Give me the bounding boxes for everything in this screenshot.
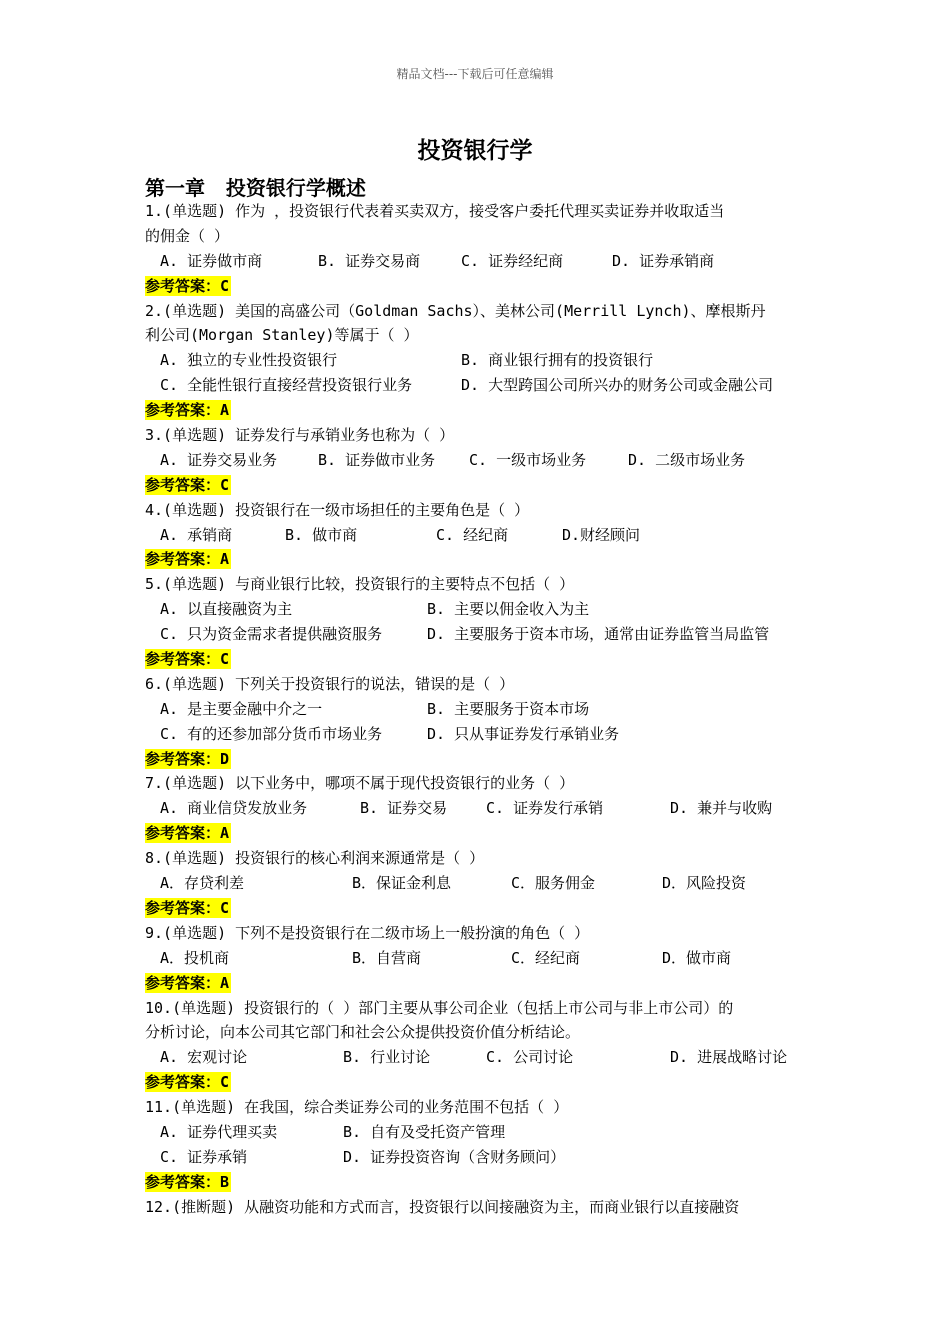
answer-option: B. 证券交易 bbox=[360, 799, 448, 818]
question-block bbox=[145, 498, 810, 573]
question-list bbox=[145, 199, 810, 1220]
answer-option: B. 主要以佣金收入为主 bbox=[427, 600, 590, 619]
answer-option: B. 证券交易商 bbox=[318, 251, 421, 270]
document-title: 投资银行学 bbox=[417, 138, 533, 164]
reference-answer: 参考答案：C bbox=[145, 1073, 230, 1092]
answer-line bbox=[145, 274, 810, 299]
answer-option: D. 证券投资咨询（含财务顾问） bbox=[343, 1147, 566, 1166]
question-stem: 2.(单选题) 美国的高盛公司（Goldman Sachs）、美林公司(Merrill Lynch)、摩根斯丹 bbox=[145, 301, 766, 320]
answer-option: C. 证券经纪商 bbox=[461, 251, 564, 270]
answer-option: A. 宏观讨论 bbox=[160, 1048, 248, 1067]
answer-option: D.财经顾问 bbox=[562, 525, 641, 544]
answer-option: D. 进展战略讨论 bbox=[670, 1048, 788, 1067]
question-stem: 3.(单选题) 证券发行与承销业务也称为（ ） bbox=[145, 426, 455, 445]
answer-option: B. 做市商 bbox=[285, 525, 358, 544]
answer-option: A. 是主要金融中介之一 bbox=[160, 699, 323, 718]
answer-option: B. 商业银行拥有的投资银行 bbox=[461, 351, 654, 370]
question-block bbox=[145, 1195, 810, 1220]
option-row bbox=[145, 871, 810, 896]
answer-option: D. 大型跨国公司所兴办的财务公司或金融公司 bbox=[461, 376, 774, 395]
reference-answer: 参考答案：A bbox=[145, 401, 230, 420]
answer-option: B. 自有及受托资产管理 bbox=[343, 1122, 506, 1141]
answer-option: B. 主要服务于资本市场 bbox=[427, 699, 590, 718]
option-row bbox=[145, 448, 810, 473]
answer-option: C. 只为资金需求者提供融资服务 bbox=[160, 625, 383, 644]
reference-answer: 参考答案：C bbox=[145, 276, 230, 295]
answer-option: C. 证券承销 bbox=[160, 1147, 248, 1166]
question-stem: 4.(单选题) 投资银行在一级市场担任的主要角色是（ ） bbox=[145, 500, 530, 519]
answer-option: A. 证券做市商 bbox=[160, 251, 263, 270]
option-row bbox=[145, 348, 810, 373]
answer-line bbox=[145, 747, 810, 772]
answer-option: B．保证金利息 bbox=[352, 874, 452, 893]
answer-line bbox=[145, 1070, 810, 1095]
answer-option: B. 行业讨论 bbox=[343, 1048, 431, 1067]
option-row bbox=[145, 373, 810, 398]
option-row bbox=[145, 597, 810, 622]
reference-answer: 参考答案：B bbox=[145, 1172, 230, 1191]
answer-option: D. 兼并与收购 bbox=[670, 799, 773, 818]
question-stem: 分析讨论，向本公司其它部门和社会公众提供投资价值分析结论。 bbox=[145, 1023, 581, 1042]
option-row bbox=[145, 722, 810, 747]
answer-line bbox=[145, 971, 810, 996]
reference-answer: 参考答案：C bbox=[145, 898, 230, 917]
option-row bbox=[145, 1145, 810, 1170]
answer-option: B. 证券做市业务 bbox=[318, 450, 436, 469]
answer-option: C．经纪商 bbox=[511, 948, 581, 967]
answer-option: A. 证券代理买卖 bbox=[160, 1122, 278, 1141]
answer-option: C. 公司讨论 bbox=[486, 1048, 574, 1067]
option-row bbox=[145, 622, 810, 647]
question-block bbox=[145, 846, 810, 921]
question-block bbox=[145, 423, 810, 498]
question-stem: 11.(单选题) 在我国，综合类证券公司的业务范围不包括（ ） bbox=[145, 1098, 569, 1117]
option-row bbox=[145, 1120, 810, 1145]
reference-answer: 参考答案：D bbox=[145, 749, 230, 768]
reference-answer: 参考答案：A bbox=[145, 973, 230, 992]
answer-line bbox=[145, 821, 810, 846]
answer-option: D. 二级市场业务 bbox=[628, 450, 746, 469]
question-block bbox=[145, 672, 810, 772]
option-row bbox=[145, 946, 810, 971]
question-block bbox=[145, 921, 810, 996]
reference-answer: 参考答案：C bbox=[145, 475, 230, 494]
question-stem: 8.(单选题) 投资银行的核心利润来源通常是（ ） bbox=[145, 849, 485, 868]
answer-option: D．做市商 bbox=[662, 948, 732, 967]
answer-option: A. 承销商 bbox=[160, 525, 233, 544]
reference-answer: 参考答案：A bbox=[145, 824, 230, 843]
answer-option: A．投机商 bbox=[160, 948, 230, 967]
answer-line bbox=[145, 896, 810, 921]
question-stem: 10.(单选题) 投资银行的（ ）部门主要从事公司企业（包括上市公司与非上市公司）的 bbox=[145, 998, 734, 1017]
answer-option: A. 商业信贷发放业务 bbox=[160, 799, 308, 818]
answer-option: C. 经纪商 bbox=[436, 525, 509, 544]
question-block bbox=[145, 771, 810, 846]
answer-option: D. 只从事证券发行承销业务 bbox=[427, 724, 620, 743]
question-stem: 的佣金（ ） bbox=[145, 226, 230, 245]
option-row bbox=[145, 523, 810, 548]
question-stem: 7.(单选题) 以下业务中，哪项不属于现代投资银行的业务（ ） bbox=[145, 774, 575, 793]
answer-option: A. 证券交易业务 bbox=[160, 450, 278, 469]
question-block bbox=[145, 299, 810, 423]
answer-option: D. 主要服务于资本市场，通常由证券监管当局监管 bbox=[427, 625, 770, 644]
answer-option: A. 以直接融资为主 bbox=[160, 600, 293, 619]
answer-option: A. 独立的专业性投资银行 bbox=[160, 351, 338, 370]
question-block bbox=[145, 996, 810, 1096]
answer-line bbox=[145, 547, 810, 572]
answer-option: C. 有的还参加部分货币市场业务 bbox=[160, 724, 383, 743]
question-stem: 6.(单选题) 下列关于投资银行的说法，错误的是（ ） bbox=[145, 674, 515, 693]
answer-line bbox=[145, 398, 810, 423]
option-row bbox=[145, 1045, 810, 1070]
answer-option: C. 全能性银行直接经营投资银行业务 bbox=[160, 376, 413, 395]
answer-option: C. 证券发行承销 bbox=[486, 799, 604, 818]
option-row bbox=[145, 697, 810, 722]
question-stem: 利公司(Morgan Stanley)等属于（ ） bbox=[145, 326, 419, 345]
answer-line bbox=[145, 473, 810, 498]
option-row bbox=[145, 796, 810, 821]
answer-option: C. 一级市场业务 bbox=[469, 450, 587, 469]
question-block bbox=[145, 572, 810, 672]
chapter-heading: 第一章 投资银行学概述 bbox=[145, 176, 366, 200]
answer-line bbox=[145, 647, 810, 672]
question-stem: 5.(单选题) 与商业银行比较，投资银行的主要特点不包括（ ） bbox=[145, 575, 575, 594]
answer-option: D. 证券承销商 bbox=[612, 251, 715, 270]
reference-answer: 参考答案：A bbox=[145, 550, 230, 569]
question-block bbox=[145, 199, 810, 299]
question-stem: 1.(单选题) 作为 ，投资银行代表着买卖双方，接受客户委托代理买卖证券并收取适当 bbox=[145, 202, 725, 220]
page-header: 精品文档---下载后可任意编辑 bbox=[396, 67, 554, 81]
answer-line bbox=[145, 1170, 810, 1195]
answer-option: A．存贷利差 bbox=[160, 874, 245, 893]
question-stem: 12.(推断题) 从融资功能和方式而言，投资银行以间接融资为主，而商业银行以直接融资 bbox=[145, 1197, 740, 1216]
answer-option: C．服务佣金 bbox=[511, 874, 596, 893]
option-row bbox=[145, 249, 810, 274]
question-block bbox=[145, 1095, 810, 1195]
question-stem: 9.(单选题) 下列不是投资银行在二级市场上一般扮演的角色（ ） bbox=[145, 923, 590, 942]
answer-option: B．自营商 bbox=[352, 948, 422, 967]
reference-answer: 参考答案：C bbox=[145, 650, 230, 669]
answer-option: D．风险投资 bbox=[662, 874, 747, 893]
